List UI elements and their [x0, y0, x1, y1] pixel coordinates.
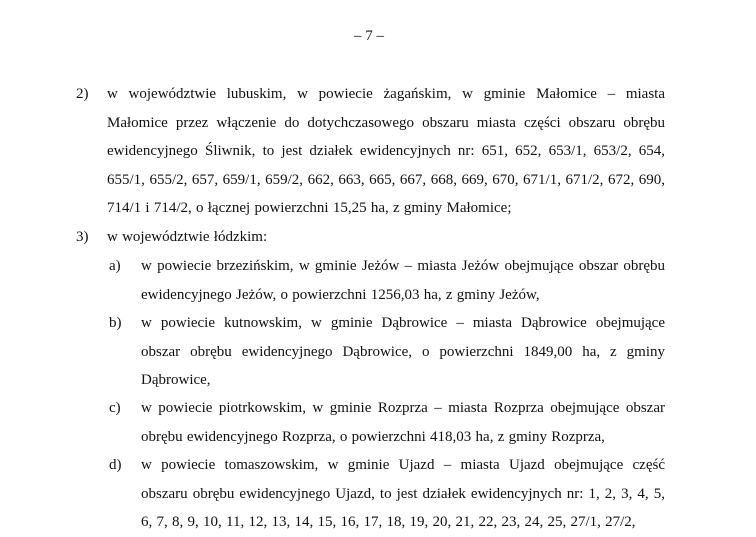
- sub-list-item-marker: b): [109, 315, 122, 331]
- sub-list-item-text: w powiecie tomaszowskim, w gminie Ujazd – miasta Ujazd obejmujące część obszaru obrębu ewidencyjnego Ujazd, to jest działek ewidencyjnych nr: 1, 2, 3, 4, 5, 6, 7, 8, 9, 10, 11, 12, 13, 14, 15, 16, 17, 18, 19, 20, 21, 22, 23, 24, 25, 27/1, 27/2,: [141, 457, 665, 530]
- list-item-marker: 2): [76, 86, 89, 102]
- sub-list-item-text: w powiecie brzezińskim, w gminie Jeżów – miasta Jeżów obejmujące obszar obrębu ewidencyjnego Jeżów, o powierzchni 1256,03 ha, z gminy Jeżów,: [141, 258, 665, 303]
- page-number: – 7 –: [354, 28, 384, 44]
- sub-list-item-marker: d): [109, 457, 122, 473]
- sub-list-item-text: w powiecie piotrkowskim, w gminie Rozprza – miasta Rozprza obejmujące obszar obrębu ewidencyjnego Rozprza, o powierzchni 418,03 ha, z gminy Rozprza,: [141, 400, 665, 445]
- list-item-marker: 3): [76, 229, 89, 245]
- list-item-text: w województwie łódzkim:: [107, 229, 268, 245]
- list-item-text: w województwie lubuskim, w powiecie żagańskim, w gminie Małomice – miasta Małomice przez włączenie do dotychczasowego obszaru miasta części obszaru obrębu ewidencyjnego Śliwnik, to jest działek ewidencyjnych nr: 651, 652, 653/1, 653/2, 654, 655/1, 655/2, 657, 659/1, 659/2, 662, 663, 665, 667, 668, 669, 670, 671/1, 671/2, 672, 690, 714/1 i 714/2, o łącznej powierzchni 15,25 ha, z gminy Małomice;: [107, 86, 665, 216]
- sub-list-item-marker: a): [109, 258, 121, 274]
- sub-list-item-text: w powiecie kutnowskim, w gminie Dąbrowice – miasta Dąbrowice obejmujące obszar obrębu ewidencyjnego Dąbrowice, o powierzchni 1849,00 ha, z gminy Dąbrowice,: [141, 315, 665, 388]
- sub-list-item-marker: c): [109, 400, 121, 416]
